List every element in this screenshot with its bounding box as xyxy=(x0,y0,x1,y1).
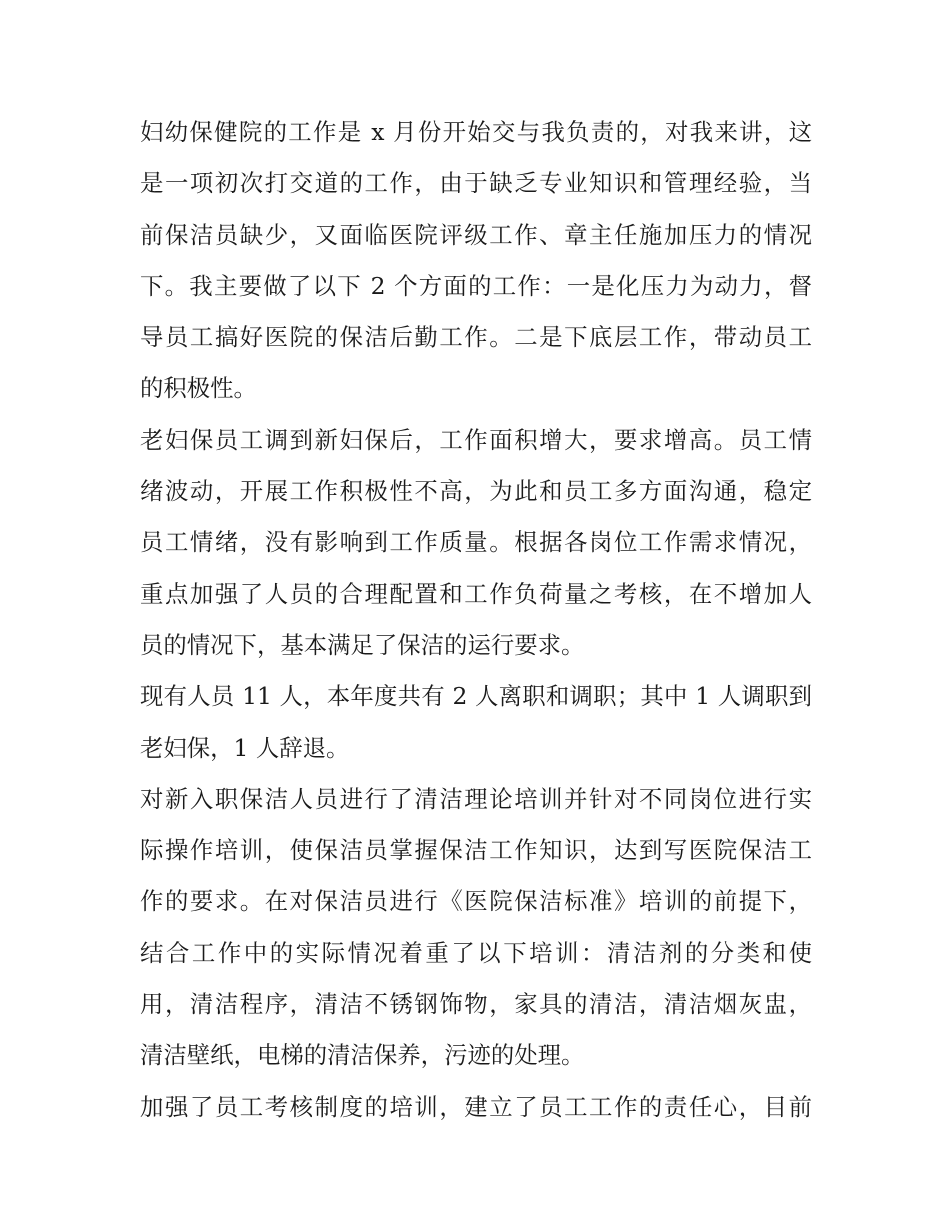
text-line: 清洁壁纸，电梯的清洁保养，污迹的处理。 xyxy=(140,1041,585,1070)
text-line: 作的要求。在对保洁员进行《医院保洁标准》培训的前提下， xyxy=(140,887,812,916)
text-line: 前保洁员缺少，又面临医院评级工作、章主任施加压力的情况 xyxy=(140,220,812,249)
text-line: 导员工搞好医院的保洁后勤工作。二是下底层工作，带动员工 xyxy=(140,323,812,352)
text-line: 用，清洁程序，清洁不锈钢饰物，家具的清洁，清洁烟灰盅， xyxy=(140,990,812,1019)
text-line: 老妇保，1 人辞退。 xyxy=(140,733,350,762)
text-line: 结合工作中的实际情况着重了以下培训：清洁剂的分类和使 xyxy=(140,938,812,967)
text-line: 老妇保员工调到新妇保后，工作面积增大，要求增高。员工情 xyxy=(140,425,812,454)
paragraph-2 xyxy=(140,415,812,671)
paragraph-3 xyxy=(140,671,812,774)
text-line: 的积极性。 xyxy=(140,374,257,403)
paragraph-4 xyxy=(140,774,812,1082)
text-line: 对新入职保洁人员进行了清洁理论培训并针对不同岗位进行实 xyxy=(140,784,812,813)
text-line: 际操作培训，使保洁员掌握保洁工作知识，达到写医院保洁工 xyxy=(140,836,812,865)
document-body xyxy=(140,107,812,1133)
text-line: 员的情况下，基本满足了保洁的运行要求。 xyxy=(140,630,585,659)
text-line: 加强了员工考核制度的培训，建立了员工工作的责任心，目前 xyxy=(140,1092,812,1121)
text-line: 员工情绪，没有影响到工作质量。根据各岗位工作需求情况， xyxy=(140,528,812,557)
text-line: 绪波动，开展工作积极性不高，为此和员工多方面沟通，稳定 xyxy=(140,477,812,506)
text-line: 重点加强了人员的合理配置和工作负荷量之考核，在不增加人 xyxy=(140,579,812,608)
paragraph-1 xyxy=(140,107,812,415)
text-line: 现有人员 11 人，本年度共有 2 人离职和调职；其中 1 人调职到 xyxy=(140,682,812,711)
text-line: 下。我主要做了以下 2 个方面的工作：一是化压力为动力，督 xyxy=(140,271,812,300)
text-line: 是一项初次打交道的工作，由于缺乏专业知识和管理经验，当 xyxy=(140,169,812,198)
paragraph-5 xyxy=(140,1082,812,1133)
text-line: 妇幼保健院的工作是 x 月份开始交与我负责的，对我来讲，这 xyxy=(140,118,812,146)
